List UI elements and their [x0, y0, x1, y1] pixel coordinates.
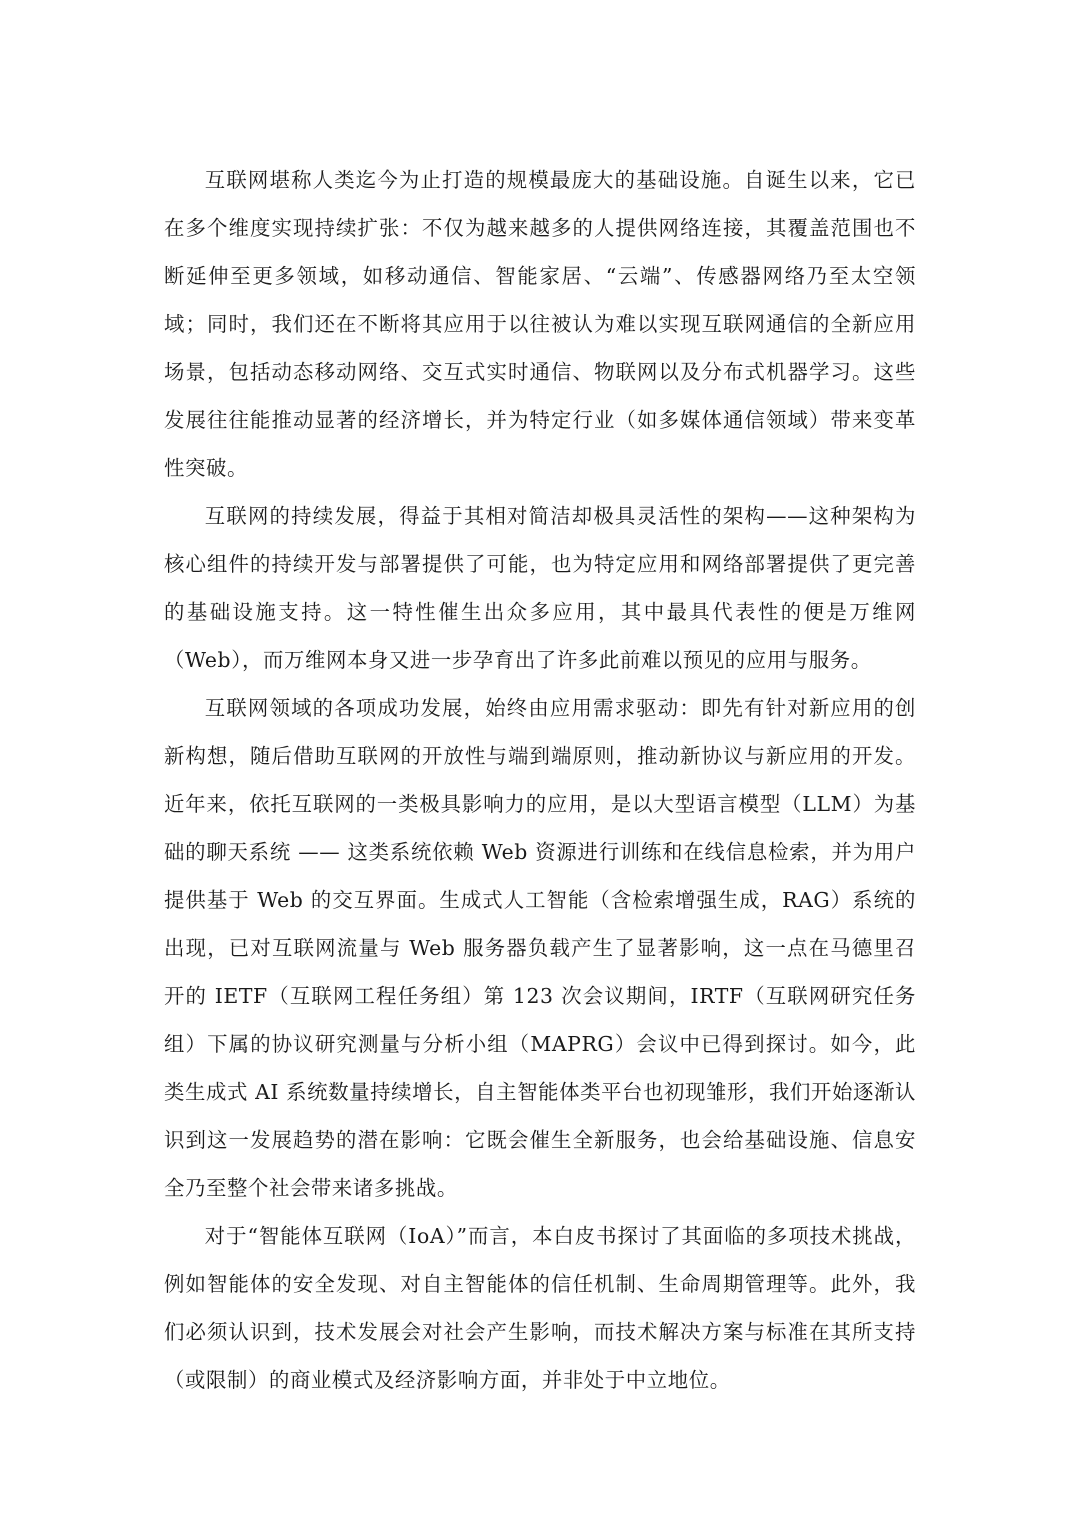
- paragraph-ioa-challenges: 对于“智能体互联网（IoA）”而言，本白皮书探讨了其面临的多项技术挑战，例如智能体的安全发现、对自主智能体的信任机制、生命周期管理等。此外，我们必须认识到，技术发展会对社会产生影响，而技术解决方案与标准在其所支持（或限制）的商业模式及经济影响方面，并非处于中立地位。: [164, 1224, 916, 1392]
- paragraph-application-driven: 互联网领域的各项成功发展，始终由应用需求驱动：即先有针对新应用的创新构想，随后借助互联网的开放性与端到端原则，推动新协议与新应用的开发。近年来，依托互联网的一类极具影响力的应用，是以大型语言模型（LLM）为基础的聊天系统 —— 这类系统依赖 Web 资源进行训练和在线信息检索，并为用户提供基于 Web 的交互界面。生成式人工智能（含检索增强生成，RAG）系统的出现，已对互联网流量与 Web 服务器负载产生了显著影响，这一点在马德里召开的 IETF（互联网工程任务组）第 123 次会议期间，IRTF（互联网研究任务组）下属的协议研究测量与分析小组（MAPRG）会议中已得到探讨。如今，此类生成式 AI 系统数量持续增长，自主智能体类平台也初现雏形，我们开始逐渐认识到这一发展趋势的潜在影响：它既会催生全新服务，也会给基础设施、信息安全乃至整个社会带来诸多挑战。: [164, 696, 916, 1200]
- paragraph-architecture: 互联网的持续发展，得益于其相对简洁却极具灵活性的架构——这种架构为核心组件的持续开发与部署提供了可能，也为特定应用和网络部署提供了更完善的基础设施支持。这一特性催生出众多应用，其中最具代表性的便是万维网（Web），而万维网本身又进一步孕育出了许多此前难以预见的应用与服务。: [164, 504, 916, 672]
- paragraph-internet-growth: 互联网堪称人类迄今为止打造的规模最庞大的基础设施。自诞生以来，它已在多个维度实现持续扩张：不仅为越来越多的人提供网络连接，其覆盖范围也不断延伸至更多领域，如移动通信、智能家居、“云端”、传感器网络乃至太空领域；同时，我们还在不断将其应用于以往被认为难以实现互联网通信的全新应用场景，包括动态移动网络、交互式实时通信、物联网以及分布式机器学习。这些发展往往能推动显著的经济增长，并为特定行业（如多媒体通信领域）带来变革性突破。: [164, 168, 916, 480]
- document-body: [164, 156, 916, 1404]
